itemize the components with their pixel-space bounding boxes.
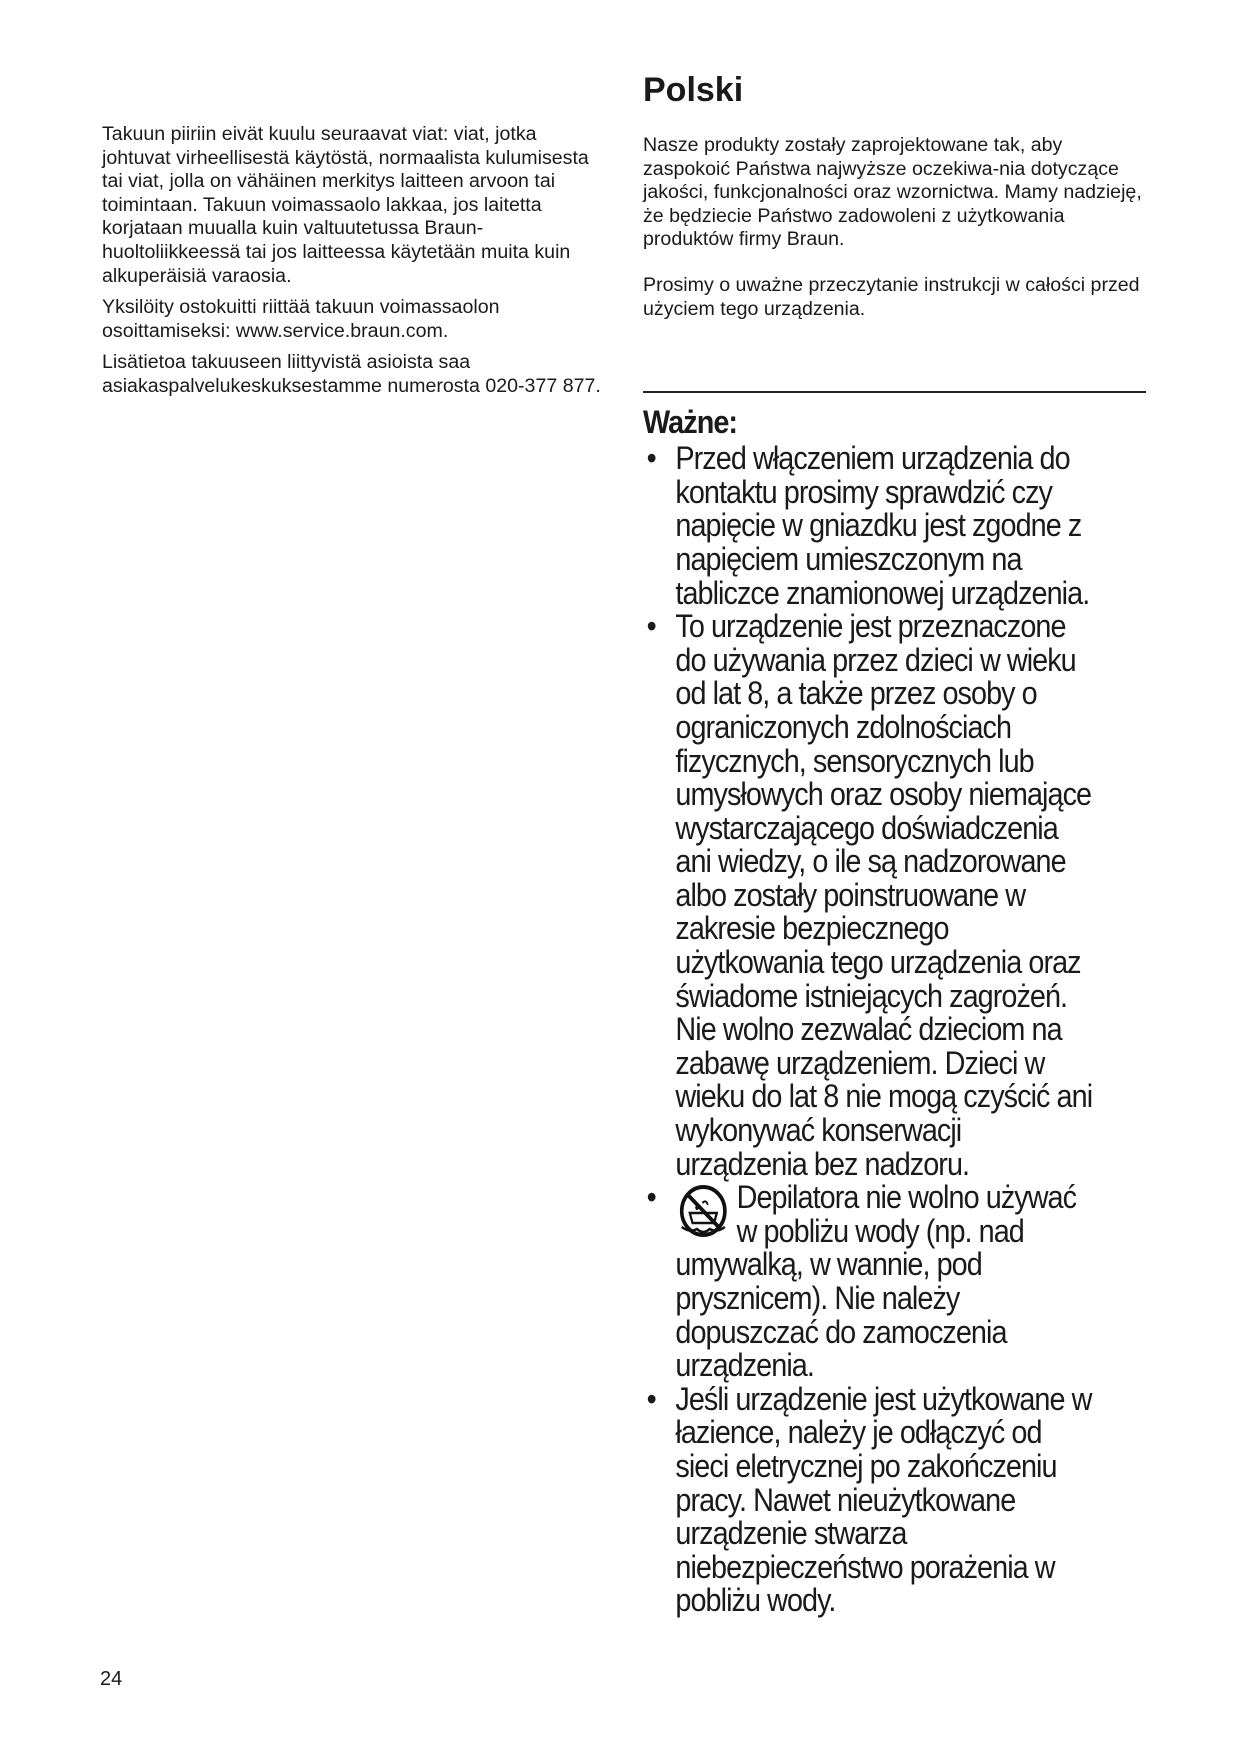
bullet-icon: • [646,440,656,477]
customer-service-paragraph: Lisätietoa takuuseen liittyvistä asioista saa asiakaspalvelukeskuksestamme numerosta 020-377 877. [102,351,601,397]
bullet-icon: • [646,1179,656,1216]
list-item-text: Jeśli urządzenie jest użytkowane w łazience, należy je odłączyć od sieci eletrycznej po zakończeniu pracy. Nawet nieużytkowane urządzenie stwarza niebezpieczeństwo porażenia w pobliżu wody. [675,1380,1092,1619]
bullet-icon: • [646,1380,656,1417]
left-column [102,123,607,407]
list-item [643,1181,1098,1383]
important-heading: Ważne: [643,404,738,441]
important-section [643,403,1098,1618]
bullet-icon: • [646,608,656,645]
list-item [643,610,1098,1181]
list-item-text: Przed włączeniem urządzenia do kontaktu prosimy sprawdzić czy napięcie w gniazdku jest zgodne z napięciem umieszczonym na tabliczce znamionowej urządzenia. [675,440,1090,611]
list-item-text: Depilatora nie wolno używać w pobliżu wody (np. nad umywalką, w wannie, pod prysznicem). Nie należy dopuszczać do zamoczenia urządzenia. [675,1179,1077,1384]
receipt-paragraph: Yksilöity ostokuitti riittää takuun voimassaolon osoittamiseksi: www.service.braun.com. [102,296,500,342]
list-item [643,442,1098,610]
section-divider [643,391,1146,393]
intro-paragraph: Nasze produkty zostały zaprojektowane tak, aby zaspokoić Państwa najwyższe oczekiwa-nia dotyczące jakości, funkcjonalności oraz wzornictwa. Mamy nadzieję, że będziecie Państwo zadowoleni z użytkowania produktów firmy Braun. [643,134,1142,251]
page-number: 24 [100,1668,123,1690]
warranty-exclusions-paragraph: Takuun piiriin eivät kuulu seuraavat viat: viat, jotka johtuvat virheellisestä käytöstä, normaalista kulumisesta tai viat, jolla on vähäinen merkitys laitteen arvoon tai toimintaan. Takuun voimassaolo lakkaa, jos laitetta korjataan muualla kuin valtuutetussa Braun-huoltoliikkeessä tai jos laitteessa käytetään muita kuin alkuperäisiä varaosia. [102,123,589,287]
important-list [643,442,1098,1618]
read-instructions-paragraph: Prosimy o uważne przeczytanie instrukcji w całości przed użyciem tego urządzenia. [643,273,1140,320]
list-item-text: To urządzenie jest przeznaczone do używania przez dzieci w wieku od lat 8, a także przez osoby o ograniczonych zdolnościach fizycznych, sensorycznych lub umysłowych oraz osoby niemające wystarczającego doświadczenia ani wiedzy, o ile są nadzorowane albo zostały poinstruowane w zakresie bezpiecznego użytkowania tego urządzenia oraz świadome istniejących zagrożeń. Nie wolno zezwalać dzieciom na zabawę urządzeniem. Dzieci w wieku do lat 8 nie mogą czyścić ani wykonywać konserwacji urządzenia bez nadzoru. [675,608,1093,1182]
section-title: Polski [643,71,744,109]
list-item [643,1380,1098,1619]
right-column [643,70,1148,1618]
no-water-icon [675,1183,731,1239]
